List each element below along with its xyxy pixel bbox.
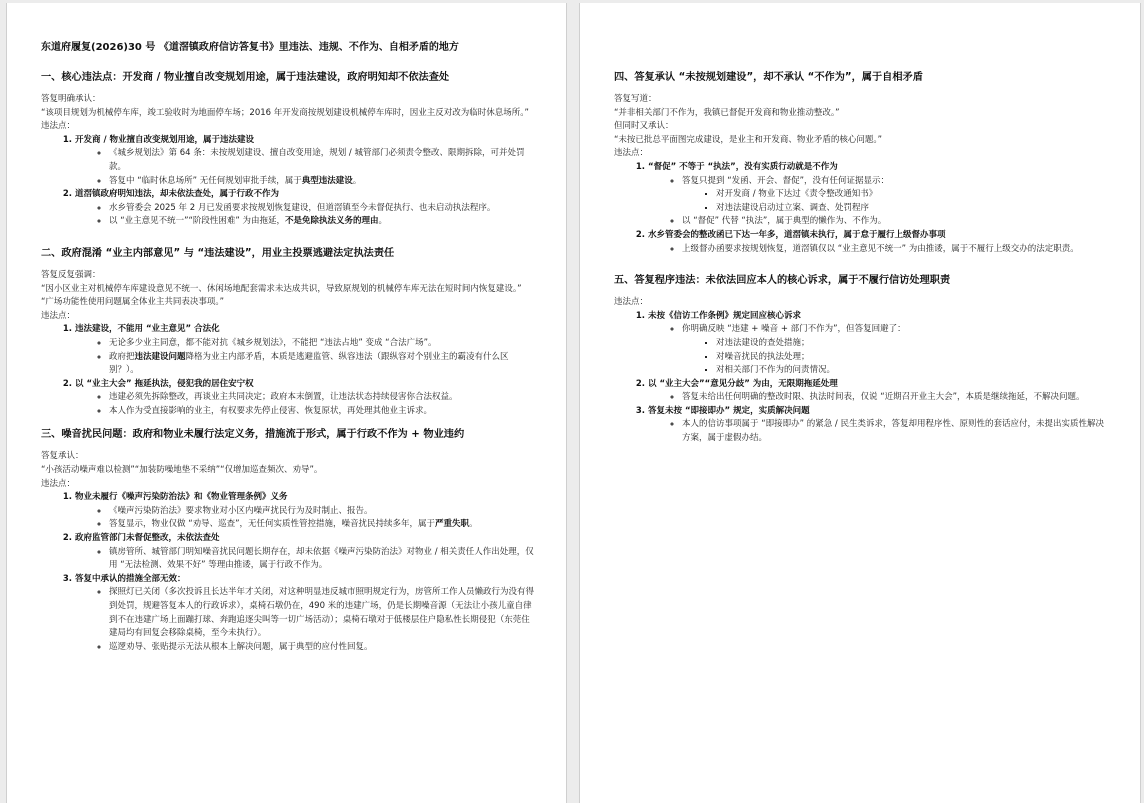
detail-text: 《城乡规划法》第 64 条：未按规划建设、擅自改变用途，规划 / 城管部门必须责令整改、限期拆除，可并处罚款。 xyxy=(109,148,525,172)
detail-text: 本人作为受直接影响的业主，有权要求先停止侵害、恢复原状，再处理其他业主诉求。 xyxy=(109,405,433,416)
violation-item xyxy=(75,323,536,377)
paragraph: 答复反复强调： xyxy=(41,269,101,280)
section-4 xyxy=(614,71,1110,256)
detail-list xyxy=(648,323,1110,377)
violation-item-label: 政府监管部门未督促整改，未依法查处 xyxy=(75,533,220,544)
detail-item xyxy=(682,215,1110,229)
detail-list xyxy=(648,391,1110,405)
detail-list xyxy=(648,243,1110,257)
violation-item-label: 水乡管委会的整改函已下达一年多，道滘镇未执行，属于怠于履行上级督办事项 xyxy=(648,229,946,240)
detail-text: 政府把 xyxy=(109,351,135,362)
detail-text: 答复中 “临时休息场所” 无任何规划审批手续，属于 xyxy=(109,175,302,186)
detail-item xyxy=(682,391,1110,405)
violation-item-label: 未按《信访工作条例》规定回应核心诉求 xyxy=(648,310,802,321)
violation-item xyxy=(648,405,1110,446)
detail-list xyxy=(75,202,536,229)
detail-emphasis: 典型违法建设 xyxy=(301,175,353,186)
detail-emphasis: 违法建设问题 xyxy=(134,351,186,362)
detail-text: 《噪声污染防治法》要求物业对小区内噪声扰民行为及时制止、报告。 xyxy=(109,505,373,516)
violation-item-label: 以 “业主大会” 拖延执法，侵犯我的居住安宁权 xyxy=(75,378,254,389)
detail-item xyxy=(682,175,1110,216)
violation-item xyxy=(75,134,536,188)
violation-item-label: 以 “业主大会”“意见分歧” 为由，无限期拖延处理 xyxy=(648,378,838,389)
detail-list xyxy=(75,391,536,418)
violation-item-label: 答复未按 “即接即办” 规定，实质解决问题 xyxy=(648,405,810,416)
paragraph: “广场功能性使用问题属全体业主共同表决事项。” xyxy=(41,297,225,308)
violation-list xyxy=(614,161,1110,256)
subdetail-list xyxy=(682,188,1110,215)
detail-text: 上级督办函要求按规划恢复，道滘镇仅以 “业主意见不统一” 为由推诿，属于不履行上级交办的法定职责。 xyxy=(682,243,1079,254)
violation-list xyxy=(41,491,536,654)
violation-item-label: 道滘镇政府明知违法，却未依法查处，属于行政不作为 xyxy=(75,189,280,200)
detail-item xyxy=(109,518,536,532)
detail-text: 你明确反映 “违建 + 噪音 + 部门不作为”，但答复回避了： xyxy=(682,324,906,335)
detail-text: 探照灯已关闭（多次投诉且长达半年才关闭，对这种明显违反城市照明规定行为，房管所工作人员懒政行为没有得到处罚，规避答复本人的行政诉求），桌椅石墩仍在，490 米的违建广场，仍是长期噪音源（无法让小孩儿童自律到不在违建广场上面蹦打球、奔跑追逐尖叫等一切广场活动）；桌椅石墩对于低楼层住户隐私性长期侵犯（东莞住建局均有回复会移除桌椅，至今未执行）。 xyxy=(109,587,535,639)
violation-item xyxy=(648,229,1110,256)
violation-item xyxy=(648,378,1110,405)
violation-item-label: 开发商 / 物业擅自改变规划用途，属于违法建设 xyxy=(75,134,255,145)
subdetail-item: ▪ 对开发商 / 物业下达过《责令整改通知书》 xyxy=(716,188,1110,202)
detail-list xyxy=(75,147,536,188)
detail-emphasis: 不是免除执法义务的理由 xyxy=(285,216,379,227)
subdetail-item: ▪ 对噪音扰民的执法处理； xyxy=(716,351,1110,365)
detail-item xyxy=(109,546,536,573)
violation-item-label: 违法建设，不能用 “业主意见” 合法化 xyxy=(75,324,220,335)
violation-item-label: 答复中承认的措施全部无效： xyxy=(75,573,186,584)
detail-text: 以 “督促” 代替 “执法”，属于典型的懒作为、不作为。 xyxy=(682,216,887,227)
violation-item xyxy=(648,161,1110,229)
section-heading: 三、噪音扰民问题：政府和物业未履行法定义务，措施流于形式，属于行政不作为 + 物业违约 xyxy=(41,429,465,441)
violation-item-label: “督促” 不等于 “执法”，没有实质行动就是不作为 xyxy=(648,161,838,172)
detail-list xyxy=(648,175,1110,229)
detail-item xyxy=(109,405,536,419)
section-heading: 二、政府混淆 “业主内部意见” 与 “违法建设”，用业主投票逃避法定执法责任 xyxy=(41,247,395,259)
paragraph: 答复写道： xyxy=(614,94,657,104)
subdetail-item: ▪ 对违法建设启动过立案、调查、处罚程序 xyxy=(716,202,1110,216)
detail-text-tail: 。 xyxy=(469,519,478,530)
detail-list xyxy=(75,586,536,654)
detail-text: 无论多少业主同意，都不能对抗《城乡规划法》，不能把 “违法占地” 变成 “合法广场”。 xyxy=(109,337,437,348)
detail-item xyxy=(109,641,536,655)
violation-list xyxy=(41,134,536,229)
violation-item xyxy=(75,491,536,532)
detail-item xyxy=(109,202,536,216)
subdetail-list xyxy=(682,337,1110,378)
paragraph: 答复承认： xyxy=(41,451,84,462)
detail-item xyxy=(109,147,536,174)
detail-text: 以 “业主意见不统一”“阶段性困难” 为由拖延， xyxy=(109,216,286,227)
section-heading: 五、答复程序违法：未依法回应本人的核心诉求，属于不履行信访处理职责 xyxy=(614,275,951,287)
detail-text: 违建必须先拆除整改，再谈业主共同决定；政府本末倒置，让违法状态持续侵害你合法权益。 xyxy=(109,392,458,403)
detail-text-tail: 。 xyxy=(378,216,388,227)
detail-text: 巡逻劝导、张贴提示无法从根本上解决问题，属于典型的应付性回复。 xyxy=(109,641,373,652)
detail-item xyxy=(109,351,536,378)
section-heading: 四、答复承认 “未按规划建设”，却不承认 “不作为”，属于自相矛盾 xyxy=(614,72,923,83)
document-page-left xyxy=(6,3,567,803)
paragraph: 违法点： xyxy=(614,148,649,159)
detail-text: 本人的信访事项属于 “即接即办” 的紧急 / 民生类诉求，答复却用程序性、原则性的套话应付，未提出实质性解决方案，属于虚假办结。 xyxy=(682,419,1104,444)
paragraph: 违法点： xyxy=(614,297,649,308)
detail-text: 水乡管委会 2025 年 2 月已发函要求按规划恢复建设，但道滘镇至今未督促执行、也未启动执法程序。 xyxy=(109,202,496,213)
document-page-right xyxy=(579,3,1141,803)
paragraph: 违法点： xyxy=(41,121,76,132)
paragraph: 违法点： xyxy=(41,478,76,489)
detail-item xyxy=(109,337,536,351)
paragraph: “小孩活动噪声难以检测”“加装防噪地垫不采纳”“仅增加巡查频次、劝导”。 xyxy=(41,465,323,476)
paragraph: “并非相关部门不作为，我镇已督促开发商和物业推动整改。” xyxy=(614,107,840,118)
detail-list xyxy=(75,546,536,573)
detail-text: 答复显示，物业仅做 “劝导、巡查”，无任何实质性管控措施，噪音扰民持续多年，属于 xyxy=(109,519,436,530)
section-2 xyxy=(41,247,536,419)
paragraph: 但同时又承认： xyxy=(614,121,674,132)
section-5 xyxy=(614,274,1110,446)
paragraph: 答复明确承认： xyxy=(41,94,101,104)
paragraph: “因小区业主对机械停车库建设意见不统一、休闲场地配套需求未达成共识，导致原规划的机械停车库无法在短时间内恢复建设。” xyxy=(41,283,522,294)
section-heading: 一、核心违法点：开发商 / 物业擅自改变规划用途，属于违法建设，政府明知却不依法查处 xyxy=(41,72,450,83)
detail-item xyxy=(682,243,1110,257)
violation-item xyxy=(648,310,1110,378)
detail-item xyxy=(109,175,536,189)
detail-text: 答复只提到 “发函、开会、督促”，没有任何证据显示： xyxy=(682,175,890,186)
detail-item xyxy=(109,215,536,229)
violation-item xyxy=(75,573,536,655)
detail-item xyxy=(682,418,1110,445)
violation-item xyxy=(75,378,536,419)
section-1 xyxy=(41,71,536,229)
detail-text-tail: 降格为业主内部矛盾，本质是逃避监管、纵容违法（跟纵容对个别业主的霸凌有什么区别？）。 xyxy=(109,351,509,376)
detail-item xyxy=(682,323,1110,377)
detail-text-tail: 。 xyxy=(352,175,362,186)
detail-text: 答复未给出任何明确的整改时限、执法时间表，仅说 “近期召开业主大会”，本质是继续拖延，不解决问题。 xyxy=(682,392,1085,403)
subdetail-item: ▪ 对违法建设的查处措施； xyxy=(716,337,1110,351)
document-title: 东道府履复(2026)30 号 《道滘镇政府信访答复书》里违法、违规、不作为、自相矛盾的地方 xyxy=(41,42,459,53)
paragraph: “该项目规划为机械停车库，竣工验收时为地面停车场；2016 年开发商按规划建设机械停车库时，因业主反对改为临时休息场所。” xyxy=(41,107,529,118)
violation-item xyxy=(75,532,536,573)
subdetail-item: ▪ 对相关部门不作为的问责情况。 xyxy=(716,364,1110,378)
paragraph: “未按已批总平面图完成建设，是业主和开发商、物业矛盾的核心问题。” xyxy=(614,134,883,145)
violation-list xyxy=(41,323,536,418)
detail-item xyxy=(109,505,536,519)
violation-list xyxy=(614,310,1110,446)
detail-item xyxy=(109,391,536,405)
violation-item xyxy=(75,188,536,229)
detail-list xyxy=(75,505,536,532)
detail-item xyxy=(109,586,536,640)
detail-list xyxy=(648,418,1110,445)
paragraph: 违法点： xyxy=(41,310,76,321)
detail-text: 镇房管所、城管部门明知噪音扰民问题长期存在，却未依据《噪声污染防治法》对物业 / 相关责任人作出处理，仅用 “无法检测、效果不好” 等理由推诿，属于行政不作为。 xyxy=(109,546,534,571)
section-3 xyxy=(41,428,536,654)
detail-list xyxy=(75,337,536,378)
detail-emphasis: 严重失职 xyxy=(435,519,470,530)
violation-item-label: 物业未履行《噪声污染防治法》和《物业管理条例》义务 xyxy=(75,492,288,503)
